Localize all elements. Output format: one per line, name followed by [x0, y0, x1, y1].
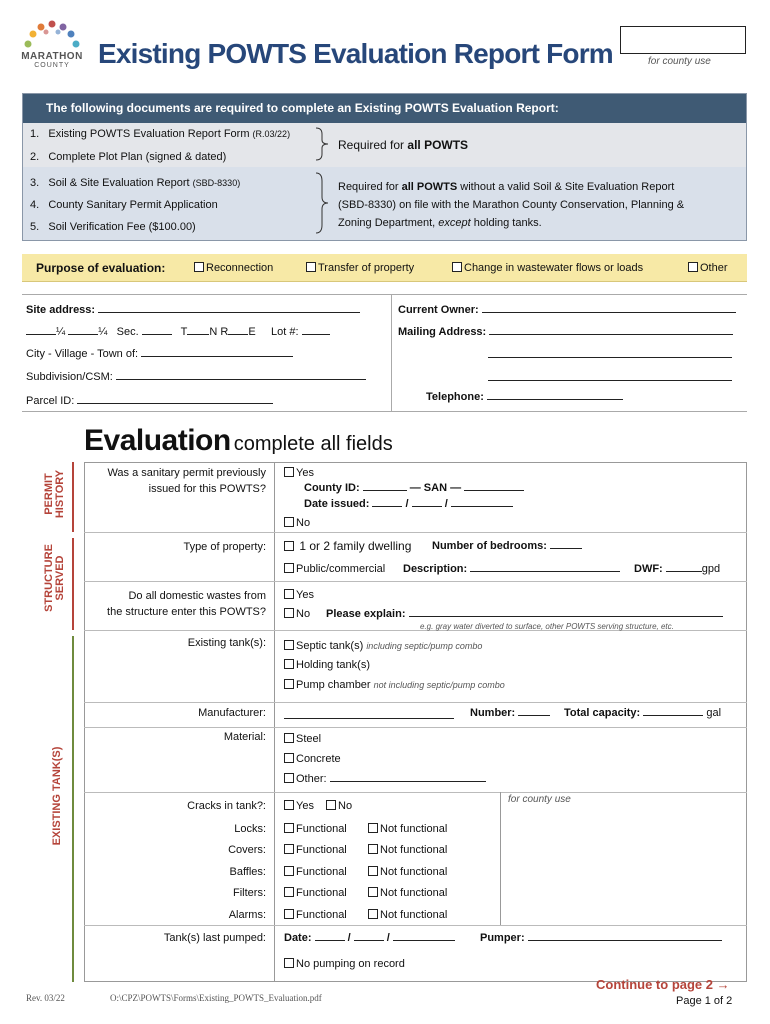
bedrooms-field[interactable] — [550, 548, 582, 549]
existing-tanks-bar — [72, 636, 74, 982]
logo-text-line2: COUNTY — [34, 62, 70, 69]
dwf-field[interactable] — [666, 571, 702, 572]
doc-item-4: 4. County Sanitary Permit Application — [30, 199, 218, 211]
locks-functional[interactable]: Functional — [284, 821, 347, 837]
pumped-month[interactable] — [315, 940, 345, 941]
filters-not-functional[interactable]: Not functional — [368, 885, 447, 901]
covers-functional-checkbox[interactable] — [284, 844, 294, 854]
pumped-day[interactable] — [354, 940, 384, 941]
section-field[interactable] — [142, 334, 172, 335]
holding-checkbox[interactable] — [284, 659, 294, 669]
cracks-label: Cracks in tank?: — [187, 800, 266, 812]
septic-checkbox[interactable] — [284, 640, 294, 650]
pumper-field[interactable] — [528, 940, 722, 941]
county-id-row: County ID: — SAN — — [304, 480, 524, 496]
county-use-area[interactable] — [500, 792, 747, 925]
owner-row: Current Owner: — [398, 302, 736, 318]
description-field[interactable] — [470, 571, 620, 572]
site-address-label: Site address: — [26, 302, 360, 318]
domestic-yes[interactable]: Yes — [284, 587, 314, 603]
no-pumping-option[interactable]: No pumping on record — [284, 956, 405, 972]
domestic-yes-checkbox[interactable] — [284, 589, 294, 599]
date-issued-year[interactable] — [451, 506, 513, 507]
lot-field[interactable] — [302, 334, 330, 335]
last-pumped-label: Tank(s) last pumped: — [163, 932, 266, 944]
locks-label: Locks: — [234, 823, 266, 835]
alarms-label: Alarms: — [228, 909, 266, 921]
number-field[interactable] — [518, 715, 550, 716]
description-row: Description: — [403, 561, 620, 577]
locks-not-functional-checkbox[interactable] — [368, 823, 378, 833]
quarter2-field[interactable] — [68, 334, 98, 335]
other-checkbox[interactable] — [688, 262, 698, 272]
doc-item-3: 3. Soil & Site Evaluation Report (SBD-8330) — [30, 177, 241, 189]
steel-checkbox[interactable] — [284, 733, 294, 743]
township-field[interactable] — [187, 334, 209, 335]
material-label: Material: — [223, 731, 266, 743]
city-field[interactable] — [141, 356, 293, 357]
baffles-label: Baffles: — [229, 866, 266, 878]
cracks-no[interactable]: No — [326, 798, 352, 814]
covers-not-functional[interactable]: Not functional — [368, 842, 447, 858]
page-number: Page 1 of 2 — [676, 995, 733, 1007]
mailing-field-3[interactable] — [488, 380, 732, 381]
covers-label: Covers: — [228, 844, 266, 856]
alarms-functional-checkbox[interactable] — [284, 909, 294, 919]
revision-label: Rev. 03/22 — [26, 993, 65, 1003]
purpose-reconnection[interactable]: Reconnection — [194, 260, 273, 276]
baffles-not-functional-checkbox[interactable] — [368, 866, 378, 876]
permit-no-checkbox[interactable] — [284, 517, 294, 527]
group2-note-line1: Required for all POWTS without a valid Soil & Site Evaluation Report — [338, 181, 675, 193]
required-docs-heading: The following documents are required to complete an Existing POWTS Evaluation Report: — [46, 101, 559, 115]
quarter1-field[interactable] — [26, 334, 56, 335]
purpose-other[interactable]: Other — [688, 260, 728, 276]
pump-chamber-checkbox[interactable] — [284, 679, 294, 689]
existing-tanks-label: EXISTING TANK(S) — [51, 746, 63, 846]
family-checkbox[interactable] — [284, 541, 294, 551]
baffles-functional-checkbox[interactable] — [284, 866, 294, 876]
county-use-label: for county use — [648, 56, 711, 67]
public-checkbox[interactable] — [284, 563, 294, 573]
group1-note: Required for all POWTS — [338, 138, 469, 152]
date-issued-row: Date issued: / / — [304, 496, 513, 512]
alarms-not-functional-checkbox[interactable] — [368, 909, 378, 919]
filters-functional[interactable]: Functional — [284, 885, 347, 901]
telephone-row: Telephone: — [426, 389, 623, 405]
permit-question: Was a sanitary permit previously issued for this POWTS? — [107, 467, 266, 495]
site-address-field[interactable] — [98, 312, 360, 313]
owner-field[interactable] — [482, 312, 736, 313]
purpose-label: Purpose of evaluation: — [36, 261, 166, 275]
brace-2-icon — [312, 171, 334, 235]
capacity-field[interactable] — [643, 715, 703, 716]
pumped-year[interactable] — [393, 940, 455, 941]
cracks-no-checkbox[interactable] — [326, 800, 336, 810]
permit-history-bar — [72, 462, 74, 532]
evaluation-title: Evaluation complete all fields — [84, 424, 393, 457]
city-row: City - Village - Town of: — [26, 346, 293, 362]
reconnection-checkbox[interactable] — [194, 262, 204, 272]
structure-served-label: STRUCTURE SERVED — [43, 544, 66, 612]
domestic-no-checkbox[interactable] — [284, 608, 294, 618]
concrete-checkbox[interactable] — [284, 753, 294, 763]
domestic-no[interactable]: No — [284, 606, 310, 622]
telephone-field[interactable] — [487, 399, 623, 400]
continue-link[interactable]: Continue to page 2 → — [596, 977, 730, 992]
brace-1-icon — [312, 126, 334, 162]
cracks-yes-checkbox[interactable] — [284, 800, 294, 810]
file-path: O:\CPZ\POWTS\Forms\Existing_POWTS_Evaluation.pdf — [110, 993, 322, 1003]
baffles-functional[interactable]: Functional — [284, 864, 347, 880]
filters-not-functional-checkbox[interactable] — [368, 887, 378, 897]
county-use-box[interactable] — [620, 26, 746, 54]
san-field[interactable] — [464, 490, 524, 491]
structure-served-bar — [72, 538, 74, 630]
parcel-row: Parcel ID: — [26, 393, 273, 409]
locks-functional-checkbox[interactable] — [284, 823, 294, 833]
manufacturer-label: Manufacturer: — [198, 707, 266, 719]
domestic-question: Do all domestic wastes from the structure enter this POWTS? — [107, 590, 266, 618]
total-capacity-row: Total capacity: gal — [564, 707, 722, 719]
transfer-checkbox[interactable] — [306, 262, 316, 272]
explain-field[interactable] — [409, 616, 723, 617]
label-column-divider — [274, 462, 275, 982]
doc-item-2: 2. Complete Plot Plan (signed & dated) — [30, 151, 227, 163]
pumped-date-row: Date: / / — [284, 930, 455, 946]
filters-label: Filters: — [233, 887, 266, 899]
mailing-field-1[interactable] — [489, 334, 733, 335]
steel-option[interactable]: Steel — [284, 731, 321, 747]
county-use-area-label: for county use — [508, 794, 571, 805]
pumper-row: Pumper: — [480, 930, 722, 946]
permit-yes[interactable]: Yes — [284, 465, 314, 481]
site-owner-divider — [391, 294, 392, 412]
logo-dots-icon — [18, 18, 86, 52]
number-row: Number: — [470, 705, 550, 721]
pump-chamber-option[interactable]: Pump chamber not including septic/pump combo — [284, 677, 505, 693]
subdivision-row: Subdivision/CSM: — [26, 369, 366, 385]
holding-option[interactable]: Holding tank(s) — [284, 657, 370, 673]
county-logo — [18, 18, 86, 80]
alarms-functional[interactable]: Functional — [284, 907, 347, 923]
family-option[interactable]: 1 or 2 family dwelling — [284, 538, 411, 554]
public-option[interactable]: Public/commercial — [284, 561, 385, 577]
cracks-yes[interactable]: Yes — [284, 798, 314, 814]
purpose-transfer[interactable]: Transfer of property — [306, 260, 414, 276]
county-id-field[interactable] — [363, 490, 407, 491]
explain-hint: e.g. gray water diverted to surface, other POWTS serving structure, etc. — [420, 622, 674, 631]
range-field[interactable] — [228, 334, 248, 335]
group2-note-line2: (SBD-8330) on file with the Marathon County Conservation, Planning & — [338, 199, 685, 211]
page-title: Existing POWTS Evaluation Report Form — [98, 38, 613, 69]
bedrooms-row: Number of bedrooms: — [432, 538, 582, 554]
permit-yes-checkbox[interactable] — [284, 467, 294, 477]
alarms-not-functional[interactable]: Not functional — [368, 907, 447, 923]
covers-not-functional-checkbox[interactable] — [368, 844, 378, 854]
permit-no[interactable]: No — [284, 515, 310, 531]
existing-tanks-row-label: Existing tank(s): — [187, 637, 266, 649]
explain-row: Please explain: — [326, 606, 723, 622]
dwf-row: DWF: gpd — [634, 563, 721, 575]
mailing-field-2[interactable] — [488, 357, 732, 358]
doc-item-5: 5. Soil Verification Fee ($100.00) — [30, 221, 196, 233]
type-property-label: Type of property: — [183, 541, 266, 553]
group2-note-line3: Zoning Department, except holding tanks. — [338, 217, 542, 229]
baffles-not-functional[interactable]: Not functional — [368, 864, 447, 880]
date-issued-day[interactable] — [412, 506, 442, 507]
date-issued-month[interactable] — [372, 506, 402, 507]
change-flows-checkbox[interactable] — [452, 262, 462, 272]
subdivision-field[interactable] — [116, 379, 366, 380]
no-pumping-checkbox[interactable] — [284, 958, 294, 968]
other-material-field[interactable] — [330, 781, 486, 782]
mailing-row: Mailing Address: — [398, 324, 733, 340]
filters-functional-checkbox[interactable] — [284, 887, 294, 897]
doc-item-1: 1. Existing POWTS Evaluation Report Form (R.03/22) — [30, 128, 291, 140]
manufacturer-field[interactable] — [284, 718, 454, 719]
septic-option[interactable]: Septic tank(s) including septic/pump combo — [284, 638, 482, 654]
plss-row: ¼ ¼ Sec. T N R E Lot #: — [26, 324, 330, 340]
logo-text-line1: MARATHON — [21, 51, 83, 62]
locks-not-functional[interactable]: Not functional — [368, 821, 447, 837]
covers-functional[interactable]: Functional — [284, 842, 347, 858]
other-material-option[interactable]: Other: — [284, 771, 486, 787]
permit-history-label: PERMIT HISTORY — [43, 469, 66, 519]
purpose-change-flows[interactable]: Change in wastewater flows or loads — [452, 260, 643, 276]
parcel-field[interactable] — [77, 403, 273, 404]
concrete-option[interactable]: Concrete — [284, 751, 341, 767]
other-material-checkbox[interactable] — [284, 773, 294, 783]
